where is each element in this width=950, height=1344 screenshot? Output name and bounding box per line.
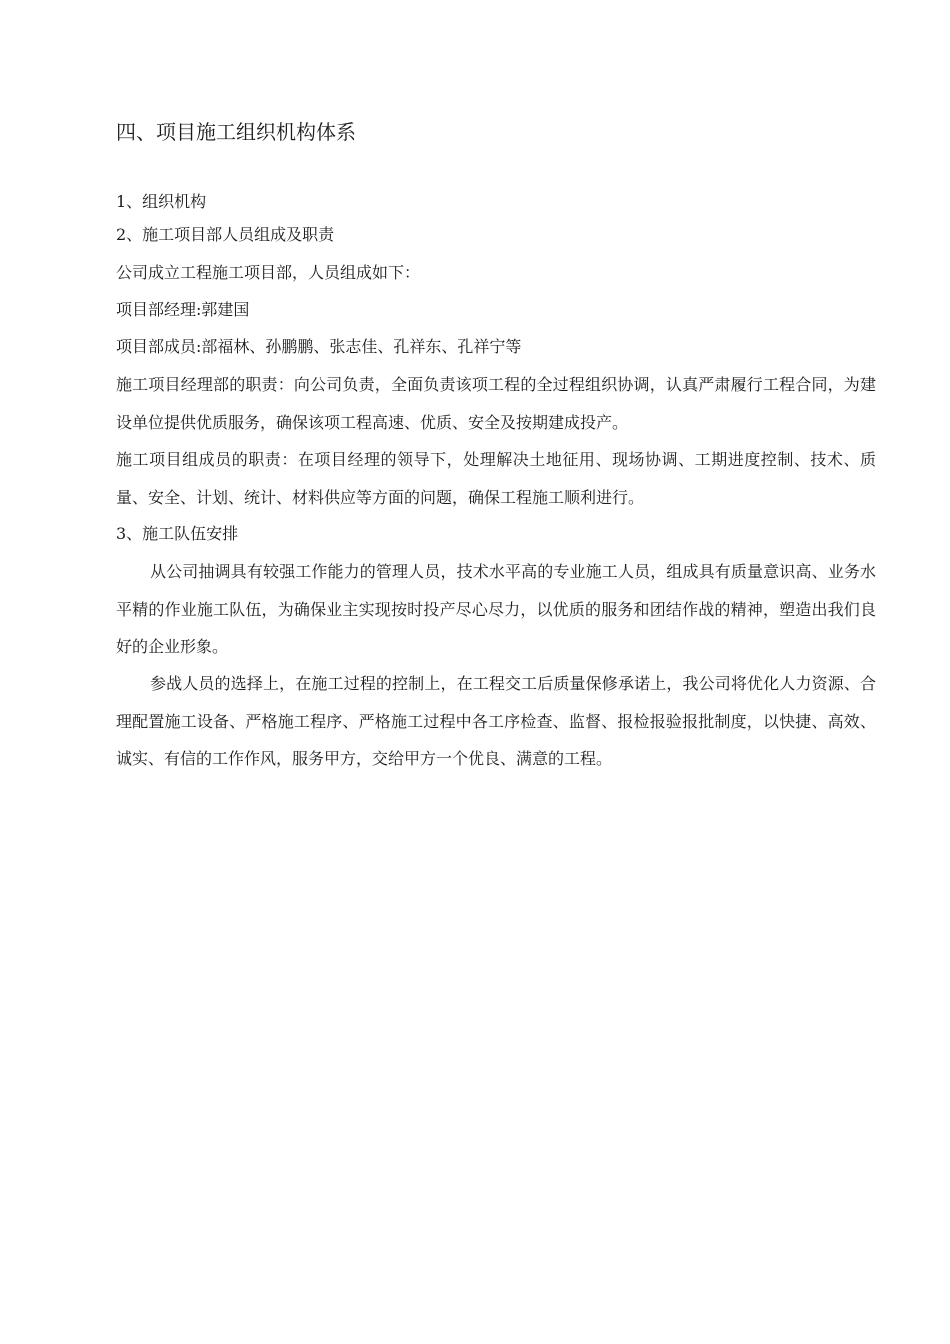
project-manager: 项目部经理:郭建国	[116, 300, 250, 319]
department-duty-paragraph: 施工项目经理部的职责：向公司负责，全面负责该项工程的全过程组织协调，认真严肃履行工程合同，为建设单位提供优质服务，确保该项工程高速、优质、安全及按期建成投产。	[116, 375, 876, 432]
team-paragraph-1: 从公司抽调具有较强工作能力的管理人员，技术水平高的专业施工人员，组成具有质量意识高、业务水平精的作业施工队伍，为确保业主实现按时投产尽心尽力，以优质的服务和团结作战的精神，塑造出我们良好的企业形象。	[116, 562, 876, 656]
section-heading: 四、项目施工组织机构体系	[116, 120, 356, 144]
company-note: 公司成立工程施工项目部，人员组成如下：	[116, 263, 421, 282]
member-duty-paragraph: 施工项目组成员的职责：在项目经理的领导下，处理解决土地征用、现场协调、工期进度控制、技术、质量、安全、计划、统计、材料供应等方面的问题，确保工程施工顺利进行。	[116, 450, 876, 507]
item-org-structure: 1、组织机构	[116, 192, 207, 211]
item-staff-title: 2、施工项目部人员组成及职责	[116, 225, 335, 244]
item-team-title: 3、施工队伍安排	[116, 524, 239, 543]
team-paragraph-2: 参战人员的选择上，在施工过程的控制上，在工程交工后质量保修承诺上，我公司将优化人力资源、合理配置施工设备、严格施工程序、严格施工过程中各工序检查、监督、报检报验报批制度，以快捷、高效、诚实、有信的工作作风，服务甲方，交给甲方一个优良、满意的工程。	[116, 674, 876, 768]
project-members: 项目部成员:部福林、孙鹏鹏、张志佳、孔祥东、孔祥宁等	[116, 337, 522, 356]
